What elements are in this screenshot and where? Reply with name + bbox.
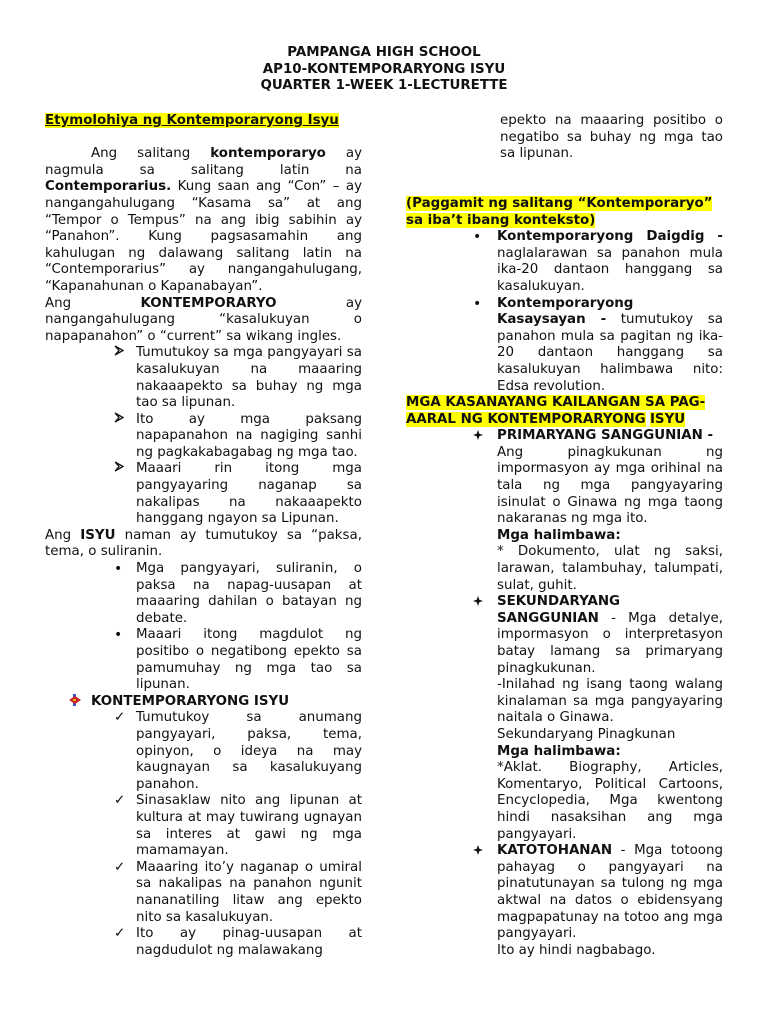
list-item: KONTEMPORARYONG ISYU <box>45 694 362 711</box>
dot-bullet-icon: • <box>114 627 123 644</box>
check-bullet-icon: ✓ <box>114 793 126 809</box>
check-bullet-icon: ✓ <box>114 710 126 726</box>
check-list <box>45 710 362 959</box>
subject-title: AP10-KONTEMPORARYONG ISYU <box>262 61 506 77</box>
list-item: • Mga pangyayari, suliranin, o paksa na napag-uusapan at maaaring dahilan o batayan ng debate. <box>114 561 362 626</box>
kontemporaryo-meaning-paragraph: Ang KONTEMPORARYO ay nangangahulugang “kasalukuyan o napapanahon” o “current” sa wikang ingles. <box>45 295 363 344</box>
dot-bullet-icon: • <box>114 561 123 578</box>
arrow-bullet-icon <box>114 461 130 478</box>
kontemporaryong-isyu-section <box>45 694 362 711</box>
dot-bullet-icon: • <box>473 229 482 246</box>
list-item: ✓ Maaaring ito’y naganap o umiral sa nakalipas na panahon ngunit nananatiling litaw ang epekto nito sa kasalukuyan. <box>114 859 362 925</box>
list-item: KATOTOHANAN - Mga totoong pahayag o pangyayari na pinatutunayan sa tulong ng mga aktwal na datos o ebidensyang magpapatunay na totoo ang mga pangyayari. Ito ay hindi nagbabago. <box>406 843 723 959</box>
list-item: ✓ Ito ay pinag-uusapan at nagdudulot ng malawakang <box>114 926 362 958</box>
arrow-bullet-icon <box>114 345 130 362</box>
dot-bullet-icon: • <box>473 295 482 312</box>
konteksto-list <box>406 229 723 395</box>
list-item: Tumutukoy sa mga pangyayari sa kasalukuyan na maaaring nakaaapekto sa buhay ng mga tao sa lipunan. <box>45 345 362 411</box>
kontemporaryo-paragraph: Ang salitang kontemporaryo ay nagmula sa salitang latin na Contemporarius. Kung saan ang “Con” – ay nangangahulugang “Kasama sa” at ang “Tempor o Tempus” na ang ibig sabihin ay “Panahon”. Kung pagsasamahin ang kahulugan ng dalawang salitang latin na “Contemporarius” ay nangangahulugang, “Kapanahunan o Kapanabayan”. <box>45 146 362 294</box>
diamond-bullet-icon <box>473 428 483 445</box>
list-item: Maaari rin itong mga pangyayaring naganap sa nakalipas na nakaaapekto hanggang ngayon sa Lipunan. <box>45 461 362 527</box>
arrow-list <box>45 345 362 528</box>
left-column <box>45 113 362 959</box>
list-item: • Kontemporaryong Kasaysayan - tumutukoy sa panahon mula sa pagitan ng ika-20 dantaon hanggang sa kasalukuyan halimbawa nito: Edsa revolution. <box>473 295 723 394</box>
continued-text: epekto na maaaring positibo o negatibo sa buhay ng mga tao sa lipunan. <box>500 113 723 162</box>
kasanayan-heading: MGA KASANAYANG KAILANGAN SA PAG-AARAL NG KONTEMPORARYONG ISYU <box>406 395 706 427</box>
isyu-paragraph: Ang ISYU naman ay tumutukoy sa “paksa, tema, o suliranin. <box>45 527 362 560</box>
right-column <box>406 113 723 959</box>
quarter-week-title: QUARTER 1-WEEK 1-LECTURETTE <box>260 78 508 94</box>
list-item: • Kontemporaryong Daigdig - naglalarawan sa panahon mula ika-20 dantaon hanggang sa kasalukuyan. <box>473 229 723 294</box>
document-header <box>0 45 768 95</box>
school-name: PAMPANGA HIGH SCHOOL <box>287 45 481 60</box>
list-item: SEKUNDARYANG SANGGUNIAN - Mga detalye, impormasyon o interpretasyon batay lamang sa primaryang pinagkukunan. -Inilahad ng isang taong walang kinalaman sa mga pangyayaring naitala o Ginawa. Sekundaryang Pinagkunan Mga halimbawa: *Aklat. Biography, Articles, Komentaryo, Political Cartoons, Encyclopedia, Mga kwentong hindi nasaksihan ang mga pangyayari. <box>406 594 723 843</box>
etymology-heading: Etymolohiya ng Kontemporaryong Isyu <box>45 113 339 128</box>
sanggunian-list <box>406 428 723 959</box>
list-item: ✓ Sinasaklaw nito ang lipunan at kultura at may tuwirang ugnayan sa interes at gawi ng mga mamamayan. <box>114 793 362 859</box>
list-item: • Maaari itong magdulot ng positibo o negatibong epekto sa pamumuhay ng mga tao sa lipunan. <box>114 627 362 693</box>
arrow-bullet-icon <box>114 412 130 429</box>
konteksto-heading: (Paggamit ng salitang “Kontemporaryo” sa iba’t ibang konteksto) <box>406 195 713 228</box>
check-bullet-icon: ✓ <box>114 859 126 875</box>
list-item: ✓ Tumutukoy sa anumang pangyayari, paksa, tema, opinyon, o ideya na may kaugnayan sa kasalukuyang panahon. <box>114 710 362 792</box>
diamond-bullet-icon <box>473 594 483 611</box>
list-item: PRIMARYANG SANGGUNIAN - Ang pinagkukunan ng impormasyon ay mga orihinal na tala ng mga pangyayaring isinulat o Ginawa ng mga taong nakaranas ng mga ito. Mga halimbawa: * Dokumento, ulat ng saksi, larawan, talambuhay, talumpati, sulat, guhit. <box>406 428 723 594</box>
dot-list <box>45 561 362 694</box>
list-item: Ito ay mga paksang napapanahon na nagiging sanhi ng pagkakabagabag ng mga tao. <box>45 412 362 462</box>
diamond-bullet-icon <box>473 843 483 860</box>
check-bullet-icon: ✓ <box>114 926 126 942</box>
multicolor-arrow-bullet-icon <box>69 694 81 712</box>
